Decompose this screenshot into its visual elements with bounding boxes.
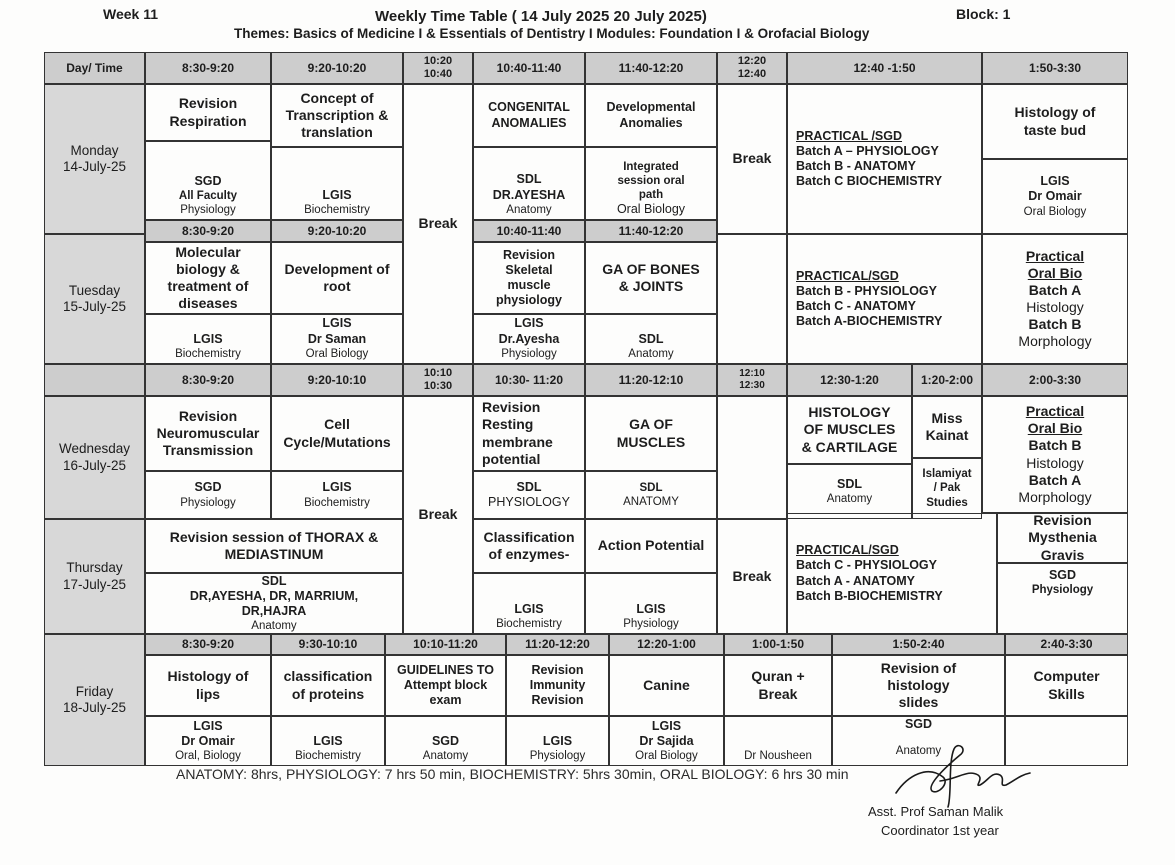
day-name: Friday — [75, 683, 114, 699]
timetable-title: Weekly Time Table ( 14 July 2025 20 July 2025) — [375, 8, 707, 25]
wednesday-slot6-topic — [912, 396, 982, 458]
detail-line: LGIS — [193, 718, 223, 733]
detail-line: ANATOMY — [623, 496, 679, 508]
topic-line: biology & — [176, 260, 240, 277]
timetable-grid — [44, 52, 1128, 766]
topic-line: Quran + — [751, 668, 805, 685]
thursday-slot1-topic — [145, 519, 403, 573]
detail-line: Oral Biology — [635, 750, 698, 763]
time-slot: 11:20-12:20 — [506, 634, 609, 655]
detail-line: DR,AYESHA, DR, MARRIUM, — [189, 588, 359, 603]
wednesday-slot2-topic — [271, 396, 403, 471]
topic-line: Skills — [1048, 685, 1085, 702]
detail-line: SDL — [837, 476, 862, 491]
detail-line: SGD — [194, 173, 222, 188]
detail-line: Anatomy — [506, 203, 552, 216]
wednesday-slot3-topic — [473, 396, 585, 471]
detail-line: SGD — [1048, 568, 1077, 582]
detail-line: LGIS — [322, 316, 352, 331]
friday-slot2-topic — [271, 655, 385, 716]
tuesday-slot2-topic — [271, 242, 403, 314]
friday-slot7-topic — [832, 655, 1005, 716]
signature-image — [888, 735, 1038, 815]
friday-slot4-topic — [506, 655, 609, 716]
topic-line: Break — [758, 685, 798, 702]
detail-line: Dr Sajida — [639, 733, 694, 748]
detail-line: LGIS — [322, 480, 352, 495]
topic-line: & CARTILAGE — [801, 438, 898, 455]
time-slot: 10:40-11:40 — [473, 220, 585, 242]
detail-line: Oral Biology — [305, 347, 369, 360]
time-slot-break — [403, 52, 473, 84]
detail-line: Oral, Biology — [175, 750, 241, 763]
detail-line: LGIS — [322, 187, 352, 202]
time-slot: 8:30-9:20 — [145, 634, 271, 655]
topic-line: Concept of — [300, 89, 374, 106]
monday-slot6-detail — [982, 159, 1128, 234]
topic-line: treatment of — [167, 278, 249, 294]
tuesday-slot3-topic — [473, 242, 585, 314]
practical-line: Batch A - ANATOMY — [796, 573, 915, 588]
practical-line: Batch C - ANATOMY — [796, 299, 916, 313]
detail-line: Anatomy — [422, 749, 469, 762]
day-monday — [44, 84, 145, 234]
day-date: 17-July-25 — [62, 576, 127, 592]
coordinator-role: Coordinator 1st year — [881, 823, 999, 838]
detail-line: / Pak — [933, 482, 961, 495]
detail-line: Biochemistry — [304, 203, 370, 216]
topic-line: membrane — [482, 433, 553, 450]
time-slot: 12:30-1:20 — [787, 364, 912, 396]
detail-line: LGIS — [542, 733, 573, 748]
wednesday-slot5-topic — [787, 396, 912, 464]
practical-title: Practical — [1025, 403, 1085, 420]
time-text: 10:10 — [423, 366, 453, 379]
topic-line: muscle — [507, 278, 551, 292]
time-slot: 9:20-10:20 — [271, 220, 403, 242]
topic-line: GA OF BONES — [602, 260, 700, 277]
detail-line: Biochemistry — [496, 617, 562, 630]
friday-slot6-topic — [724, 655, 832, 716]
monday-slot2-topic — [271, 84, 403, 147]
tuesday-slot2-detail — [271, 314, 403, 364]
practical-line: Batch B-BIOCHEMISTRY — [796, 588, 943, 603]
topic-line: Revision — [178, 95, 238, 112]
monday-slot1-topic — [145, 84, 271, 141]
detail-line: SDL — [516, 172, 542, 187]
topic-line: Molecular — [175, 243, 241, 260]
time-text: 10:40 — [423, 68, 453, 80]
topic-line: ANOMALIES — [491, 115, 567, 130]
detail-line: Dr Nousheen — [744, 749, 812, 762]
topic-line: Revision — [502, 247, 556, 262]
friday-slot5-topic — [609, 655, 724, 716]
practical-title: PRACTICAL /SGD — [796, 128, 903, 143]
thursday-break: Break — [717, 519, 787, 634]
detail-line: Oral Biology — [1023, 205, 1087, 218]
time-slot: 8:30-9:20 — [145, 52, 271, 84]
thursday-practical — [787, 513, 997, 634]
tuesday-slot4-detail — [585, 314, 717, 364]
day-name: Thursday — [66, 560, 123, 576]
monday-slot4-topic — [585, 84, 717, 147]
practical-line: Batch C - PHYSIOLOGY — [796, 558, 937, 573]
time-slot-break — [717, 52, 787, 84]
topic-line: Classification — [483, 528, 575, 545]
day-date: 15-July-25 — [62, 299, 127, 314]
day-friday — [44, 634, 145, 766]
wednesday-slot1-detail — [145, 471, 271, 519]
detail-line: Anatomy — [826, 493, 873, 506]
topic-line: Immunity — [529, 677, 586, 692]
wednesday-slot4-detail — [585, 471, 717, 519]
practical-line: Batch B - ANATOMY — [796, 159, 916, 173]
morning-break-wed-thu: Break — [403, 396, 473, 634]
detail-line: LGIS — [313, 733, 343, 748]
tuesday-practical — [787, 234, 982, 364]
detail-line: SDL — [516, 479, 542, 494]
day-tuesday — [44, 234, 145, 364]
friday-slot4-detail — [506, 716, 609, 766]
time-text: 12:40 — [737, 68, 767, 80]
morning-break-mon-tue: Break — [403, 84, 473, 364]
time-header-blank — [44, 364, 145, 396]
topic-line: Kainat — [925, 427, 969, 443]
detail-line: Biochemistry — [295, 749, 361, 762]
coordinator-name: Asst. Prof Saman Malik — [868, 804, 1004, 819]
detail-line: Studies — [926, 496, 968, 509]
corner-header: Day/ Time — [44, 52, 145, 84]
detail-line: LGIS — [636, 601, 666, 616]
topic-line: of enzymes- — [488, 546, 570, 562]
detail-line: Islamiyat — [922, 468, 972, 481]
batch-line: Histology — [1026, 454, 1084, 471]
detail-line: path — [638, 188, 664, 201]
practical-sub: Oral Bio — [1027, 264, 1083, 281]
topic-line: Cycle/Mutations — [283, 433, 391, 450]
tuesday-slot4-topic — [585, 242, 717, 314]
detail-line: LGIS — [514, 316, 544, 331]
time-slot: 10:10-11:20 — [385, 634, 506, 655]
time-slot: 12:40 -1:50 — [787, 52, 982, 84]
topic-line: histology — [887, 676, 950, 693]
batch-line: Morphology — [1018, 488, 1092, 505]
batch-line: Histology — [1026, 299, 1084, 315]
topic-line: potential — [482, 450, 541, 467]
tuesday-oral-bio-practical — [982, 234, 1128, 364]
topic-line: slides — [898, 694, 939, 711]
detail-line: session oral — [617, 174, 685, 187]
practical-line: Batch C BIOCHEMISTRY — [796, 174, 943, 189]
practical-line: Batch B - PHYSIOLOGY — [796, 283, 937, 298]
topic-line: Action Potential — [597, 537, 705, 554]
detail-line: Physiology — [529, 749, 586, 762]
wednesday-slot4-topic — [585, 396, 717, 471]
detail-line: DR,HAJRA — [241, 604, 307, 619]
topic-line: CONGENITAL — [488, 100, 570, 115]
time-slot: 9:20-10:10 — [271, 364, 403, 396]
monday-slot4-detail — [585, 147, 717, 220]
time-slot: 11:40-12:20 — [585, 220, 717, 242]
topic-line: & JOINTS — [618, 278, 684, 294]
topic-line: GA OF — [629, 416, 673, 433]
topic-line: root — [323, 278, 351, 294]
detail-line: Dr Omair — [181, 733, 235, 748]
batch-line: Morphology — [1018, 333, 1092, 350]
detail-line: LGIS — [193, 331, 223, 346]
batch-line: Batch B — [1028, 316, 1082, 333]
thursday-slot3-detail — [473, 573, 585, 634]
time-slot: 1:00-1:50 — [724, 634, 832, 655]
time-slot: 1:20-2:00 — [912, 364, 982, 396]
topic-line: Revision of — [880, 659, 957, 676]
detail-line: All Faculty — [178, 189, 238, 202]
topic-line: classification — [283, 668, 373, 685]
thursday-slot6-detail — [997, 563, 1128, 634]
topic-line: Transmission — [162, 442, 254, 459]
topic-line: diseases — [178, 295, 238, 312]
detail-line: Physiology — [180, 496, 236, 509]
time-slot: 11:40-12:20 — [585, 52, 717, 84]
detail-line: Anatomy — [628, 347, 674, 360]
topic-line: Resting — [482, 416, 534, 433]
topic-line: Revision — [531, 662, 584, 677]
wednesday-oral-bio-practical — [982, 396, 1128, 513]
topic-line: Transcription & — [285, 106, 389, 123]
time-slot: 2:00-3:30 — [982, 364, 1128, 396]
thursday-slot4-topic — [585, 519, 717, 573]
detail-line: LGIS — [651, 718, 682, 733]
batch-line: Batch A — [1028, 281, 1082, 298]
day-thursday — [44, 519, 145, 634]
topic-line: Revision session of THORAX & — [169, 528, 379, 545]
topic-line: OF MUSCLES — [803, 421, 896, 438]
detail-line: PHYSIOLOGY — [488, 495, 570, 509]
practical-line: Batch A-BIOCHEMISTRY — [796, 314, 943, 329]
friday-slot1-detail — [145, 716, 271, 766]
themes-line: Themes: Basics of Medicine I & Essentials of Dentistry I Modules: Foundation I & Orofacial Biology — [234, 26, 870, 41]
topic-line: Histology of — [167, 668, 249, 685]
topic-line: exam — [429, 693, 462, 708]
day-date: 16-July-25 — [62, 457, 127, 473]
topic-line: Developmental — [606, 100, 696, 115]
topic-line: Mysthenia — [1028, 529, 1097, 546]
detail-line: Dr Omair — [1028, 189, 1082, 204]
practical-title: PRACTICAL/SGD — [796, 268, 899, 283]
time-slot: 9:20-10:20 — [271, 52, 403, 84]
thursday-slot6-topic — [997, 513, 1128, 563]
detail-line: Anatomy — [895, 745, 942, 758]
topic-line: taste bud — [1023, 121, 1087, 138]
friday-slot8-topic — [1005, 655, 1128, 716]
day-date: 14-July-25 — [62, 159, 127, 174]
topic-line: GUIDELINES TO — [396, 662, 494, 677]
topic-line: physiology — [496, 293, 562, 308]
detail-line: Physiology — [501, 347, 557, 360]
monday-break: Break — [717, 84, 787, 234]
time-slot: 10:30- 11:20 — [473, 364, 585, 396]
friday-slot3-detail — [385, 716, 506, 766]
time-text: 12:10 — [739, 367, 765, 379]
thursday-slot1-detail — [145, 573, 403, 634]
detail-line: Biochemistry — [175, 347, 241, 360]
monday-practical — [787, 84, 982, 234]
detail-line: Physiology — [180, 203, 236, 216]
time-text: 12:30 — [739, 380, 765, 391]
day-wednesday — [44, 396, 145, 519]
practical-sub: Oral Bio — [1027, 420, 1083, 437]
detail-line: Physiology — [1031, 584, 1094, 597]
time-text: 12:20 — [737, 54, 767, 67]
time-slot: 10:40-11:40 — [473, 52, 585, 84]
detail-line: Physiology — [623, 617, 679, 630]
tuesday-slot1-topic — [145, 242, 271, 314]
day-date: 18-July-25 — [62, 700, 127, 715]
topic-line: Canine — [643, 676, 690, 693]
wednesday-slot5-detail — [787, 464, 912, 519]
detail-line: SDL — [638, 331, 664, 346]
topic-line: Neuromuscular — [156, 424, 260, 441]
topic-line: Revision — [531, 693, 584, 708]
monday-slot6-topic — [982, 84, 1128, 159]
time-slot: 1:50-2:40 — [832, 634, 1005, 655]
day-name: Monday — [70, 142, 119, 158]
detail-line: Dr Saman — [307, 331, 367, 346]
detail-line: SDL — [639, 481, 663, 494]
detail-line: Dr.Ayesha — [498, 331, 560, 346]
hours-summary: ANATOMY: 8hrs, PHYSIOLOGY: 7 hrs 50 min, BIOCHEMISTRY: 5hrs 30min, ORAL BIOLOGY: 6 hrs 30 min — [176, 766, 849, 782]
topic-line: Revision — [482, 399, 541, 416]
topic-line: Development of — [284, 260, 390, 277]
topic-line: Gravis — [1040, 546, 1085, 563]
time-slot: 11:20-12:10 — [585, 364, 717, 396]
tuesday-slot3-detail — [473, 314, 585, 364]
practical-title: PRACTICAL/SGD — [796, 543, 899, 557]
wednesday-slot6-detail — [912, 458, 982, 519]
time-text: 10:30 — [423, 380, 453, 392]
detail-line: SDL — [261, 573, 287, 588]
time-slot: 8:30-9:20 — [145, 364, 271, 396]
topic-line: HISTOLOGY — [808, 404, 891, 421]
detail-line: DR.AYESHA — [492, 187, 566, 202]
topic-line: translation — [301, 124, 373, 141]
time-slot: 8:30-9:20 — [145, 220, 271, 242]
batch-line: Batch B — [1028, 437, 1082, 454]
time-slot-break — [403, 364, 473, 396]
monday-slot2-detail — [271, 147, 403, 220]
topic-line: Revision — [178, 407, 238, 424]
detail-line: LGIS — [1040, 174, 1070, 189]
practical-line: Batch A – PHYSIOLOGY — [796, 143, 939, 158]
topic-line: Respiration — [169, 112, 247, 129]
thursday-slot3-topic — [473, 519, 585, 573]
topic-line: Anomalies — [619, 115, 683, 130]
day-name: Tuesday — [68, 282, 121, 298]
time-slot: 12:20-1:00 — [609, 634, 724, 655]
tuesday-break-blank — [717, 234, 787, 364]
detail-line: Biochemistry — [304, 496, 370, 509]
friday-slot6-detail — [724, 716, 832, 766]
topic-line: Revision — [1033, 513, 1092, 529]
detail-line: SGD — [194, 480, 222, 495]
detail-line: LGIS — [514, 601, 544, 616]
time-slot-break — [717, 364, 787, 396]
topic-line: Miss — [931, 409, 963, 426]
monday-slot3-detail — [473, 147, 585, 220]
wednesday-slot3-detail — [473, 471, 585, 519]
monday-slot3-topic — [473, 84, 585, 147]
block-label: Block: 1 — [956, 6, 1011, 22]
tuesday-slot1-detail — [145, 314, 271, 364]
detail-line: Oral Biology — [616, 201, 686, 216]
topic-line: Attempt block — [403, 677, 488, 692]
day-name: Wednesday — [58, 441, 131, 457]
topic-line: MUSCLES — [616, 433, 686, 450]
detail-line: Integrated — [623, 160, 679, 173]
topic-line: Cell — [324, 416, 350, 433]
wednesday-slot1-topic — [145, 396, 271, 471]
week-label: Week 11 — [103, 6, 159, 22]
thursday-slot4-detail — [585, 573, 717, 634]
friday-slot3-topic — [385, 655, 506, 716]
topic-line: Histology of — [1014, 104, 1096, 121]
time-slot: 9:30-10:10 — [271, 634, 385, 655]
topic-line: Skeletal — [505, 262, 553, 277]
wednesday-break-blank — [717, 396, 787, 519]
topic-line: of proteins — [291, 685, 365, 702]
time-slot: 1:50-3:30 — [982, 52, 1128, 84]
topic-line: Computer — [1033, 668, 1100, 685]
time-text: 10:20 — [423, 54, 453, 67]
friday-slot5-detail — [609, 716, 724, 766]
detail-line: SGD — [431, 733, 460, 748]
practical-title: Practical — [1025, 247, 1085, 264]
time-slot: 2:40-3:30 — [1005, 634, 1128, 655]
batch-line: Batch A — [1028, 471, 1082, 488]
friday-slot1-topic — [145, 655, 271, 716]
detail-line: SGD — [904, 717, 933, 731]
topic-line: lips — [195, 685, 221, 702]
topic-line: MEDIASTINUM — [224, 546, 324, 562]
friday-slot2-detail — [271, 716, 385, 766]
wednesday-slot2-detail — [271, 471, 403, 519]
detail-line: Anatomy — [251, 620, 297, 633]
monday-slot1-detail — [145, 141, 271, 220]
